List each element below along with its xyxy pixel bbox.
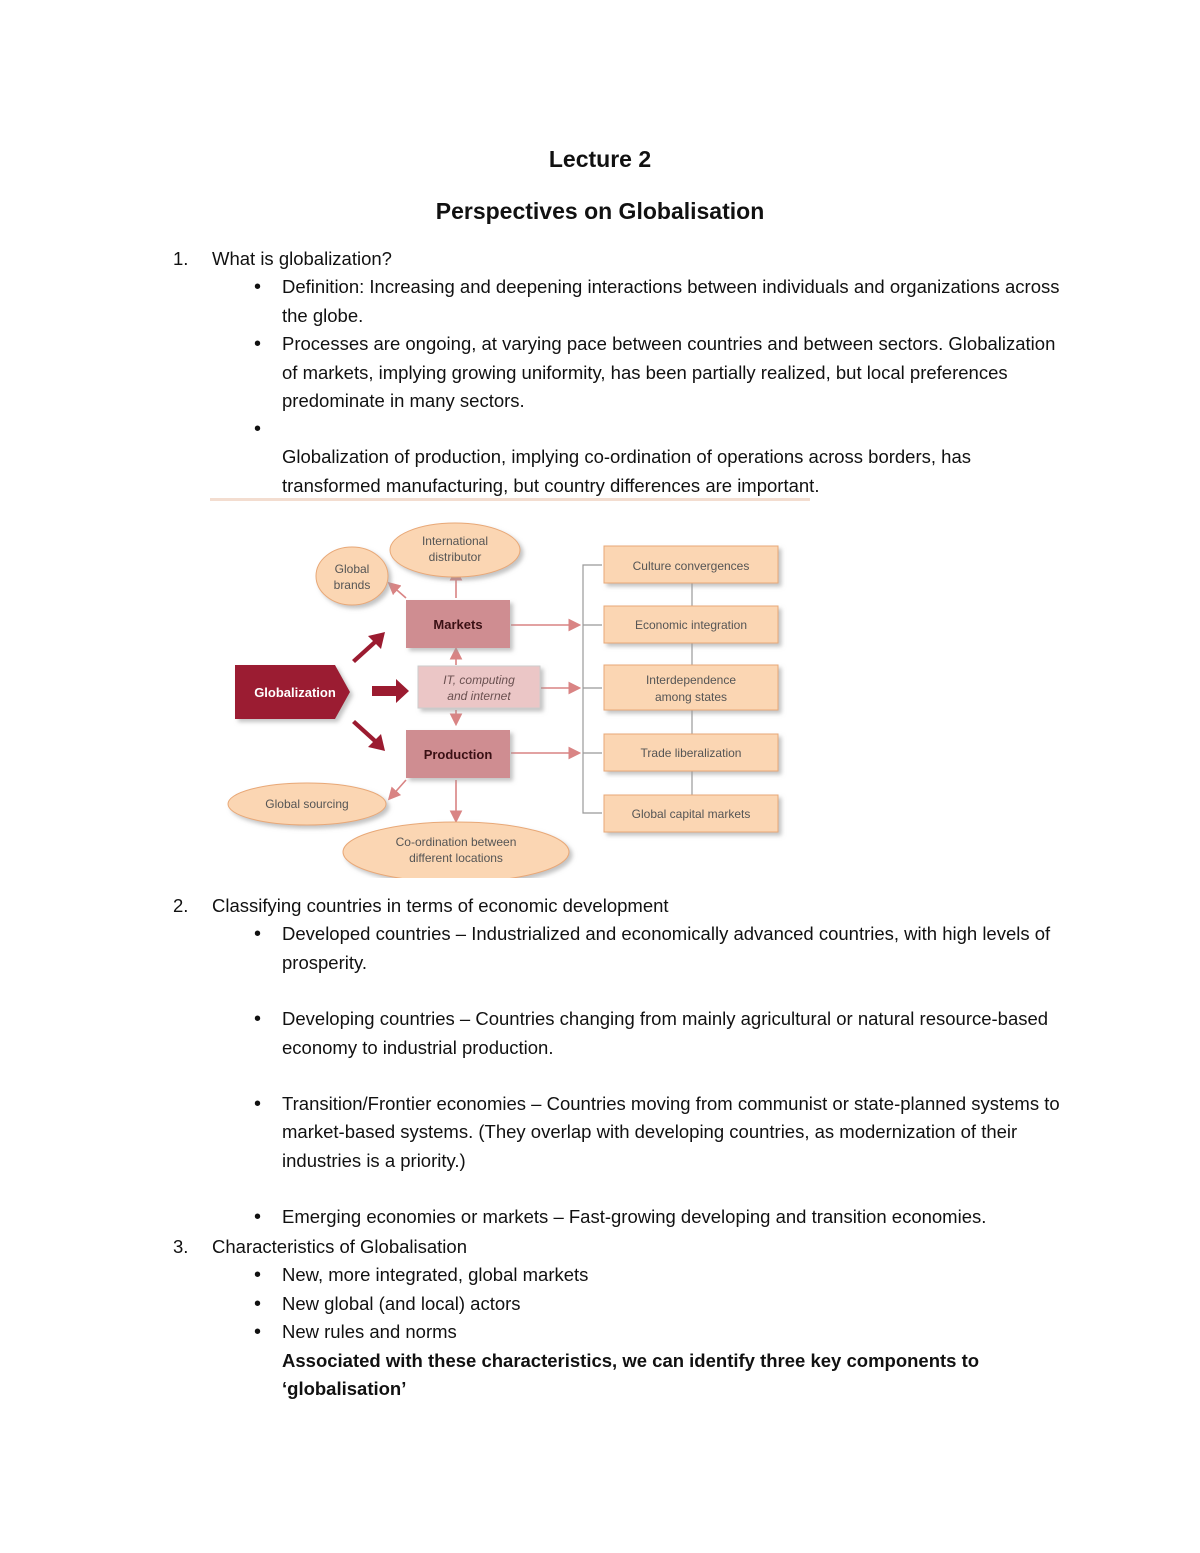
lecture-number: Lecture 2 [548,146,652,172]
bullet-text: New global (and local) actors [282,1292,521,1314]
bullet-text: Developing countries – Countries changing from mainly agricultural or natural resource-based economy to industrial production. [282,1008,1049,1058]
bullet-text: Emerging economies or markets – Fast-growing developing and transition economies. [282,1206,987,1228]
oval-label: distributor [428,550,482,564]
section-number: 1. [173,248,189,269]
global-brands-oval [316,547,388,605]
co-ordination-oval [343,822,569,878]
bullet-definition [173,273,1073,330]
bullet-transition [173,1090,1073,1175]
fat-arrow-down-icon [352,720,385,751]
bullet-list [173,1261,1073,1346]
fat-arrow-up-icon [352,632,385,663]
fat-arrow-right-icon [372,679,409,703]
bullet-markets [173,1261,1073,1289]
bullet-production [173,415,1073,500]
oval-label: Global sourcing [265,797,349,811]
section-classifying-countries [173,892,1073,1232]
bullet-developed [173,920,1073,977]
right-box-label: Global capital markets [631,807,751,821]
section-heading [173,1233,1073,1261]
bullet-actors [173,1290,1073,1318]
right-box-label: Interdependence [645,673,737,687]
bullet-list [173,273,1073,500]
right-box-label: Trade liberalization [640,746,742,760]
it-label-line1: IT, computing [443,673,515,687]
bullet-text: Globalization of markets, implying growing uniformity, has been partially realized, but local preferences predominate in many sectors. [282,333,1056,412]
section-characteristics [173,1233,1073,1403]
right-box-label: Culture convergences [632,559,750,573]
bullet-list [173,920,1073,977]
bullet-text: Processes are ongoing, at varying pace between countries and between sectors. [282,333,944,355]
globalization-diagram [210,498,810,878]
section-what-is-globalization [173,245,1073,500]
right-box-label: among states [654,690,728,704]
oval-label: brands [333,578,371,592]
section-number: 2. [173,895,189,916]
oval-label: Global [334,562,370,576]
right-box-5 [604,795,778,832]
page-title: Perspectives on Globalisation [435,198,765,224]
right-box-label: Economic integration [634,618,748,632]
globalization-label: Globalization [254,685,336,700]
oval-label: International [421,534,489,548]
bullet-text: Developed countries – Industrialized and economically advanced countries, with high levels of prosperity. [282,923,1051,973]
bullet-text: Definition: Increasing and deepening interactions between individuals and organizations across the globe. [282,276,1060,326]
oval-label: different locations [409,851,503,865]
bullet-list [173,1090,1073,1175]
bullet-list [173,1203,1073,1231]
bullet-rules [173,1318,1073,1346]
bullet-text: Transition/Frontier economies – Countries moving from communist or state-planned systems to market-based systems. (They overlap with developing countries, as modernization of their industries is a priority.) [282,1093,1060,1171]
bullet-developing [173,1005,1073,1062]
section-heading [173,892,1073,920]
right-box-4 [604,734,778,771]
bullet-processes [173,330,1073,415]
bullet-list [173,1005,1073,1062]
emphasis-text: Associated with these characteristics, we can identify three key components to ‘globalisation’ [282,1349,980,1400]
section-heading-text: Classifying countries in terms of economic development [212,895,669,916]
right-box-1 [604,546,778,583]
it-label-line2: and internet [447,689,511,703]
right-box-3 [604,665,778,710]
bullet-text: New, more integrated, global markets [282,1264,589,1286]
bracket-line [583,565,602,813]
section-heading [173,245,1073,273]
bullet-emerging [173,1203,1073,1231]
section-heading-text: What is globalization? [212,248,392,269]
markets-label: Markets [433,617,483,632]
bullet-text: New rules and norms [282,1321,457,1343]
oval-label: Co-ordination between [395,835,517,849]
section-number: 3. [173,1236,189,1257]
right-box-2 [604,606,778,643]
section-heading-text: Characteristics of Globalisation [212,1236,467,1257]
bullet-text: Globalization of production, implying co-ordination of operations across borders, has transformed manufacturing, but country differences are important. [282,446,971,496]
production-label: Production [423,747,493,762]
